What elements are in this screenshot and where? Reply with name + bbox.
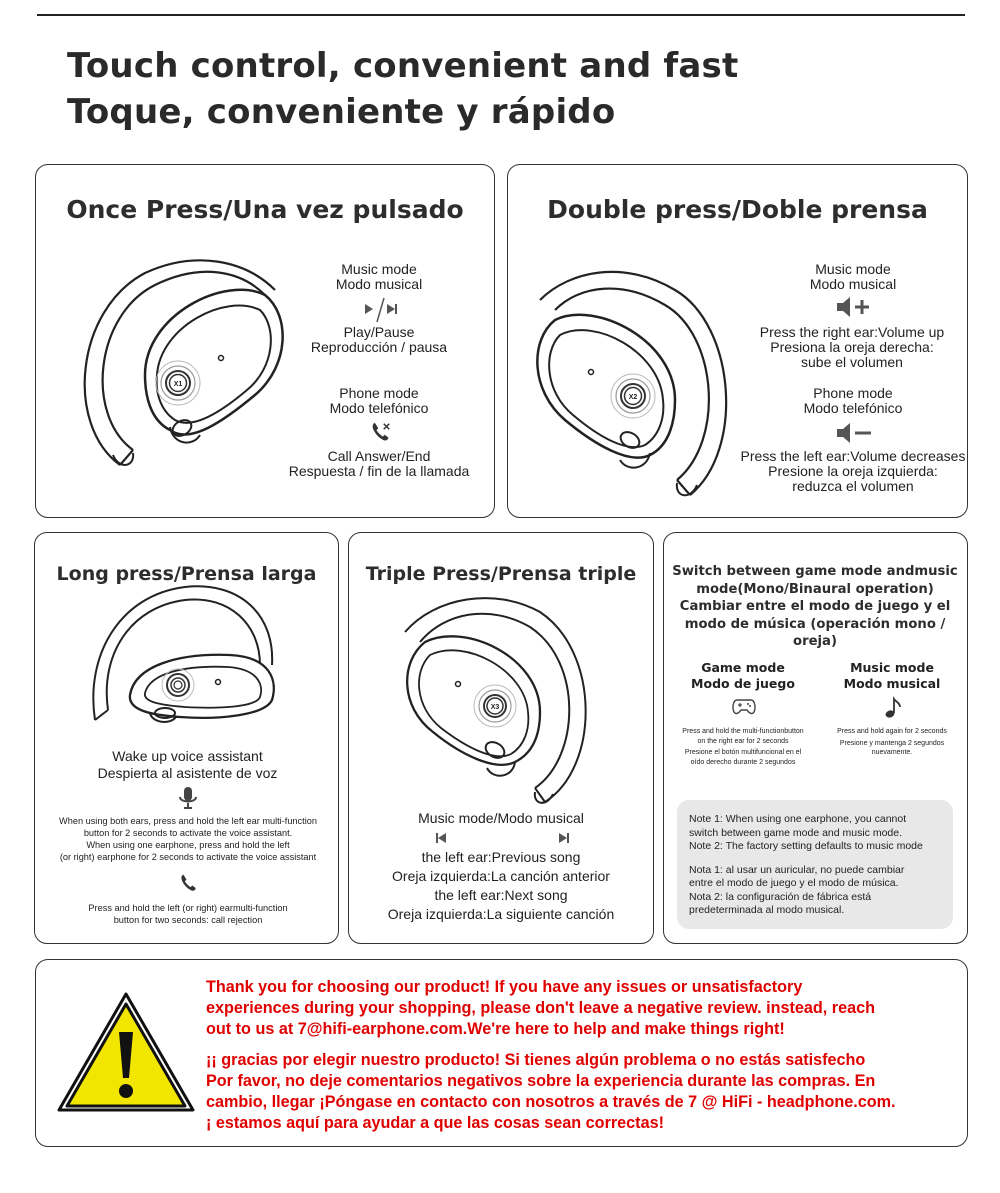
label-en: Phone mode <box>339 385 419 401</box>
voice-assistant-instructions <box>38 815 338 863</box>
note-line: entre el modo de juego y el modo de música. <box>689 877 899 889</box>
note-line: Note 2: The factory setting defaults to music mode <box>689 840 923 852</box>
label-en: Play/Pause <box>343 324 415 340</box>
label-es-2: reduzca el volumen <box>792 478 914 494</box>
heading-en: Touch control, convenient and fast <box>67 46 739 86</box>
call-end-icon <box>370 421 392 443</box>
call-reject-instructions <box>38 902 338 926</box>
text-line: Presione y mantenga 2 segundos <box>839 739 945 747</box>
game-mode-instructions <box>668 727 818 767</box>
note-line: Nota 1: al usar un auricular, no puede cambiar <box>689 863 905 876</box>
label-es: Presiona la oreja derecha: <box>770 339 934 355</box>
text-line: on the right ear for 2 seconds <box>697 737 789 745</box>
text-line: When using both ears, press and hold the left ear multi-function <box>59 816 317 826</box>
label-en: the left ear:Previous song <box>421 849 581 865</box>
label-en: Music mode <box>850 660 934 675</box>
text-line: nuevamente. <box>871 749 913 756</box>
panel-title: Triple Press/Prensa triple <box>365 563 637 585</box>
title-line: Switch between game mode andmusic <box>672 564 958 579</box>
text-line: Press and hold again for 2 seconds <box>837 728 947 735</box>
panel-title: Double press/Doble prensa <box>547 195 928 224</box>
play-pause-icon <box>363 296 399 324</box>
label-es: Reproducción / pausa <box>310 339 448 355</box>
notes-text <box>689 813 951 918</box>
text-line: When using one earphone, press and hold the left <box>86 840 290 850</box>
music-note-icon <box>884 697 902 719</box>
title-line: Cambiar entre el modo de juego y el <box>679 599 951 614</box>
switch-mode-title <box>665 563 965 651</box>
text-line: Press and hold the left (or right) earmulti-function <box>88 903 288 913</box>
text-line: out to us at 7@hifi-earphone.com.We're here to help and make things right! <box>206 1020 785 1038</box>
track-control-labels <box>352 848 650 924</box>
support-message-en <box>206 977 966 1040</box>
label-es: Modo telefónico <box>803 400 903 416</box>
earphone-illustration <box>395 592 610 807</box>
music-mode-heading <box>818 660 966 692</box>
note-line: Nota 2: la configuración de fábrica está <box>689 890 872 903</box>
gamepad-icon <box>732 698 756 716</box>
volume-down-label <box>735 449 971 494</box>
music-mode-label <box>773 262 933 292</box>
heading-es: Toque, conveniente y rápido <box>67 92 616 132</box>
title-line: modo de música (operación mono / oreja) <box>684 616 946 649</box>
phone-icon <box>179 872 199 894</box>
microphone-icon <box>178 786 198 810</box>
label-en: Phone mode <box>813 385 893 401</box>
panel-title: Once Press/Una vez pulsado <box>66 195 464 224</box>
label-en: Music mode <box>341 261 417 277</box>
text-line: cambio, llegar ¡Póngase en contacto con nosotros a través de 7 @ HiFi - headphone.com. <box>206 1093 896 1111</box>
label-es: Respuesta / fin de la llamada <box>288 463 470 479</box>
text-line: button for two seconds: call rejection <box>113 915 263 925</box>
text-line: button for 2 seconds to activate the voice assistant. <box>83 828 293 838</box>
phone-mode-label <box>773 386 933 416</box>
text-line: ¡¡ gracias por elegir nuestro producto! Si tienes algún problema o no estás satisfecho <box>206 1051 866 1069</box>
triple-mode-label: Music mode/Modo musical <box>418 810 584 826</box>
label-en: Music mode <box>815 261 891 277</box>
note-line: predeterminada al modo musical. <box>689 904 845 916</box>
text-line: Thank you for choosing our product! If you have any issues or unsatisfactory <box>206 978 803 996</box>
text-line: Presione el botón multifuncional en el <box>684 749 802 756</box>
label-en-2: the left ear:Next song <box>434 887 568 903</box>
phone-mode-label <box>300 386 458 416</box>
panel-title: Long press/Prensa larga <box>56 563 317 585</box>
earphone-illustration <box>75 255 295 475</box>
note-line: Note 1: When using one earphone, you cannot <box>689 813 907 825</box>
press-count-badge: X2 <box>628 394 638 401</box>
label-es-2: sube el volumen <box>801 354 903 370</box>
text-line: Press and hold the multi-functionbutton <box>682 728 804 735</box>
text-line: oído derecho durante 2 segundos <box>690 758 796 766</box>
label-es: Modo de juego <box>691 676 795 691</box>
play-pause-label <box>300 325 458 355</box>
next-track-icon <box>558 832 570 844</box>
volume-up-label <box>740 325 964 370</box>
press-count-badge: X3 <box>490 704 500 711</box>
game-mode-heading <box>668 660 818 692</box>
label-es: Modo musical <box>843 676 941 691</box>
wake-assistant-label <box>40 748 335 782</box>
label-en: Call Answer/End <box>327 448 431 464</box>
volume-up-icon <box>835 295 871 319</box>
label-en: Press the left ear:Volume decreases <box>740 448 966 464</box>
label-en: Wake up voice assistant <box>112 748 263 764</box>
label-es: Modo telefónico <box>329 400 429 416</box>
label-en: Game mode <box>701 660 785 675</box>
label-es: Oreja izquierda:La canción anterior <box>392 868 610 884</box>
title-line: mode(Mono/Binaural operation) <box>696 581 934 597</box>
earphone-illustration <box>525 265 745 500</box>
call-answer-label <box>270 449 488 479</box>
previous-track-icon <box>435 832 447 844</box>
label-es: Despierta al asistente de voz <box>97 765 278 781</box>
earphone-illustration <box>90 585 290 725</box>
top-divider <box>37 14 965 16</box>
label-es-2: Oreja izquierda:La siguiente canción <box>387 906 615 922</box>
label-en: Press the right ear:Volume up <box>759 324 945 340</box>
label-es: Presione la oreja izquierda: <box>768 463 938 479</box>
support-message-es <box>206 1050 966 1134</box>
text-line: experiences during your shopping, please don't leave a negative review. instead, reach <box>206 999 875 1017</box>
note-line: switch between game mode and music mode. <box>689 826 903 839</box>
warning-icon <box>55 990 197 1116</box>
music-mode-label <box>300 262 458 292</box>
label-es: Modo musical <box>335 276 423 292</box>
text-line: ¡ estamos aquí para ayudar a que las cosas sean correctas! <box>206 1114 664 1132</box>
text-line: Por favor, no deje comentarios negativos sobre la experiencia durante las compras. En <box>206 1072 876 1090</box>
music-mode-instructions <box>818 727 966 758</box>
text-line: (or right) earphone for 2 seconds to activate the voice assistant <box>59 852 317 862</box>
label-es: Modo musical <box>809 276 897 292</box>
volume-down-icon <box>835 421 875 445</box>
press-count-badge: X1 <box>173 381 183 388</box>
